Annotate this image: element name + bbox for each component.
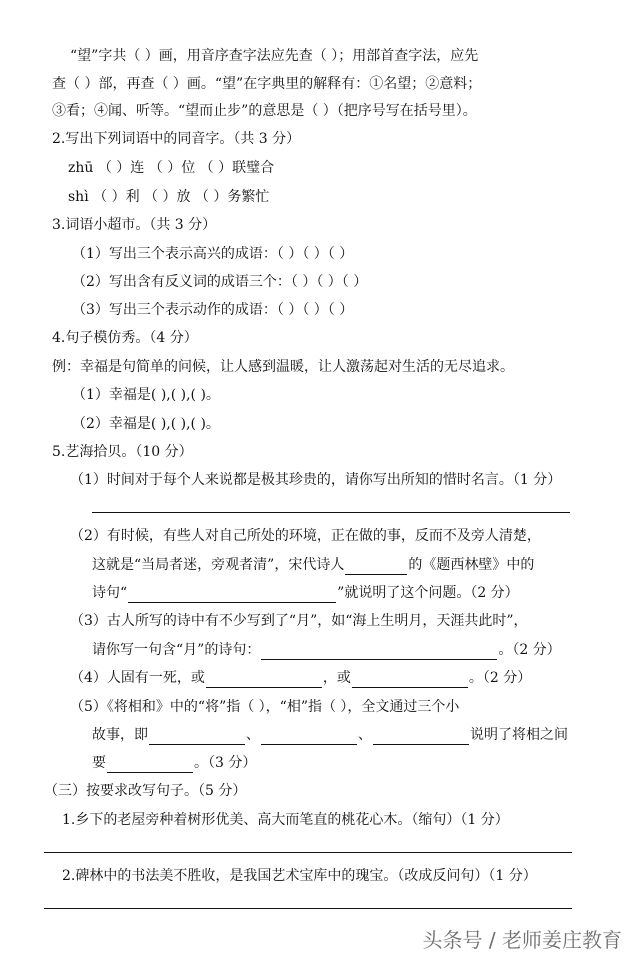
death-blank-1[interactable] [206, 672, 322, 688]
q4-item-2: （2）幸福是( ),( ),( )。 [72, 416, 220, 432]
part3-title: （三）按要求改写句子。（5 分） [44, 783, 247, 799]
watermark: 头条号 / 老师姜庄教育 [422, 928, 622, 952]
q5-sub-4 [70, 668, 531, 688]
verse-blank[interactable] [128, 587, 336, 603]
q5-sub-2-text-d: ”就说明了这个问题。（2 分） [337, 585, 519, 601]
q5-sub-4-text-c: 。（2 分） [468, 670, 532, 686]
q5-sub-2-line-3 [92, 583, 519, 603]
story-blank-3[interactable] [373, 729, 469, 745]
relation-blank[interactable] [107, 757, 193, 773]
q2-row-zhu: zhū （ ）连 （ ）位 （ ）联璧合 [68, 160, 275, 176]
intro-line-1: “望”字共（ ）画，用音序查字法应先查（ ）；用部首查字法，应先 [70, 48, 479, 64]
q5-sub-5-text-b: 说明了将相之间 [470, 727, 568, 743]
q5-sub-3-line-1: （3）古人所写的诗中有不少写到了“月”，如“海上生明月，天涯共此时”， [70, 613, 528, 629]
q5-title: 5.艺海拾贝。（10 分） [52, 444, 193, 460]
q5-sub-2-text-a: 这就是“当局者迷，旁观者清”，宋代诗人 [92, 557, 345, 573]
q5-sub-5-line-2 [92, 725, 568, 745]
q5-sub-5-line-3 [92, 753, 256, 773]
q5-sub-3-text-b: 。（2 分） [498, 642, 561, 658]
q5-sub-2-line-2 [92, 555, 534, 575]
q2-title: 2.写出下列词语中的同音字。（共 3 分） [52, 131, 301, 147]
q4-title: 4.句子模仿秀。（4 分） [52, 330, 198, 346]
q5-sub-3-text-a: 请你写一句含“月”的诗句： [92, 642, 261, 658]
q3-item-2: （2）写出含有反义词的成语三个：（ ）（ ）（ ） [72, 274, 368, 290]
q3-item-3: （3）写出三个表示动作的成语：（ ）（ ）（ ） [72, 302, 354, 318]
poet-blank[interactable] [345, 559, 407, 575]
q5-sub-1: （1）时间对于每个人来说都是极其珍贵的，请你写出所知的惜时名言。（1 分） [70, 472, 562, 488]
q5-sub-5-text-d: 。（3 分） [194, 755, 257, 771]
intro-line-2: 查（ ）部，再查（ ）画。“望”在字典里的解释有：①名望；②意料； [52, 76, 482, 92]
story-blank-2[interactable] [261, 729, 357, 745]
part3-item-2: 2.碑林中的书法美不胜收，是我国艺术宝库中的瑰宝。（改成反问句）（1 分） [62, 868, 537, 884]
part3-item-1: 1.乡下的老屋旁种着树形优美、高大而笔直的桃花心木。（缩句）（1 分） [62, 812, 509, 828]
q4-example: 例：幸福是句简单的问候，让人感到温暖，让人激荡起对生活的无尽追求。 [52, 359, 514, 375]
q5-sub-3-line-2 [92, 640, 561, 660]
q5-sub-2-text-c: 诗句“ [92, 585, 128, 601]
q5-sub-1-answer-line[interactable] [92, 512, 570, 513]
story-blank-1[interactable] [149, 729, 245, 745]
q5-sub-5-line-1: （5）《将相和》中的“将”指（ ），“相”指（ ），全文通过三个小 [70, 699, 460, 715]
q2-row-shi: shì （ ）利 （ ）放 （ ）务繁忙 [68, 189, 270, 205]
q5-sub-2-line-1: （2）有时候，有些人对自己所处的环境，正在做的事，反而不及旁人清楚， [70, 528, 541, 544]
q5-sub-4-text-a: （4）人固有一死，或 [70, 670, 205, 686]
part3-item-2-answer-line[interactable] [44, 908, 572, 909]
q5-sub-5-text-a: 故事，即 [92, 727, 148, 743]
q5-sub-2-text-b: 的《题西林壁》中的 [408, 557, 535, 573]
q5-sub-5-text-c: 要 [92, 755, 106, 771]
intro-line-3: ③看；④闻、听等。“望而止步”的意思是（ ）（把序号写在括号里）。 [52, 103, 477, 119]
death-blank-2[interactable] [352, 672, 468, 688]
q4-item-1: （1）幸福是( ),( ),( )。 [72, 387, 220, 403]
moon-verse-blank[interactable] [261, 644, 497, 660]
q5-sub-5-sep-1: 、 [246, 727, 260, 743]
q3-title: 3.词语小超市。（共 3 分） [52, 217, 217, 233]
q5-sub-4-text-b: ，或 [322, 670, 351, 686]
part3-item-1-answer-line[interactable] [44, 852, 572, 853]
q5-sub-5-sep-2: 、 [358, 727, 372, 743]
q3-item-1: （1）写出三个表示高兴的成语：（ ）（ ）（ ） [72, 246, 354, 262]
